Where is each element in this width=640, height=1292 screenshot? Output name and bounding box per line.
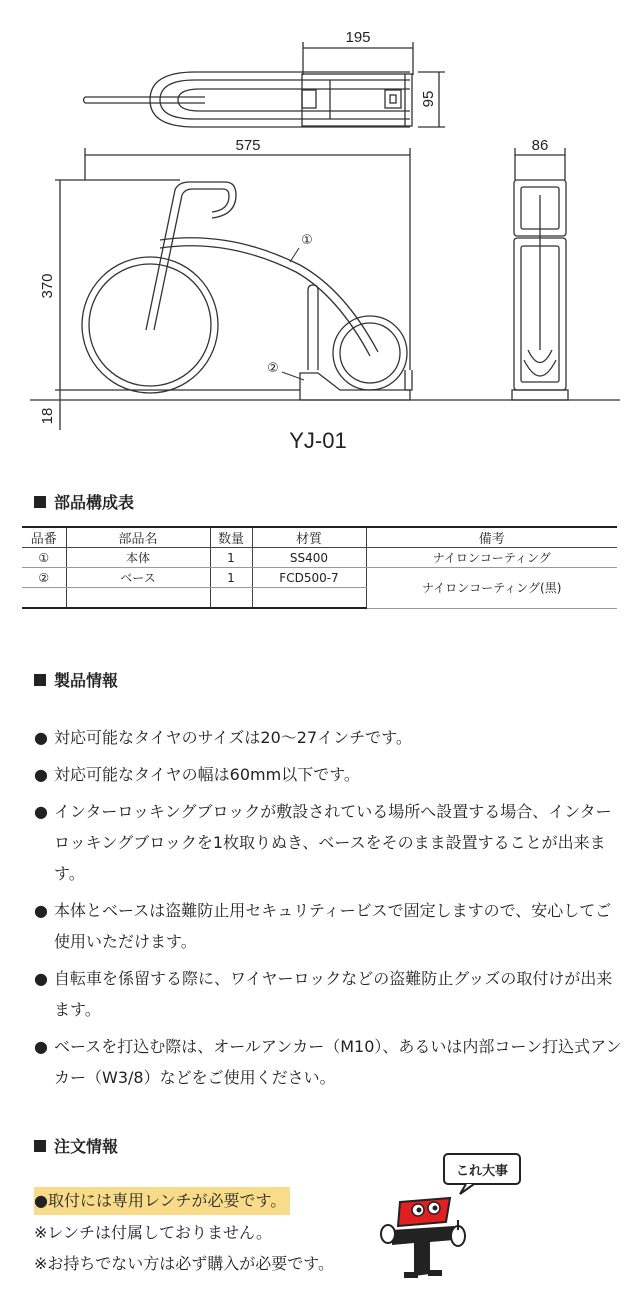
col-header-part-name: 部品名 <box>66 527 210 548</box>
cell-quantity: 1 <box>210 548 252 568</box>
table-header-row <box>22 527 617 548</box>
callout-2: ② <box>267 361 279 376</box>
parts-table <box>22 526 617 609</box>
speech-bubble <box>444 1154 520 1194</box>
wrench-required-notice: ●取付には専用レンチが必要です。 <box>34 1187 290 1215</box>
list-item: ● 本体とベースは盗難防止用セキュリティービスで固定しますので、安心してご使用いただけます。 <box>34 895 624 957</box>
dim-top-width: 195 <box>345 29 371 46</box>
col-header-remarks: 備考 <box>366 527 617 548</box>
cell-part-name: ベース <box>66 568 210 588</box>
dim-base-height: 18 <box>39 407 56 425</box>
bullet-icon: ● <box>34 802 48 821</box>
cell-empty <box>252 588 366 609</box>
col-header-part-no: 品番 <box>22 527 66 548</box>
list-item: ● 対応可能なタイヤの幅は60mm以下です。 <box>34 759 624 790</box>
bullet-icon: ● <box>34 901 48 920</box>
badge-text: これ大事 <box>455 1164 509 1179</box>
dim-side-width: 86 <box>531 137 549 154</box>
order-info-title: 注文情報 <box>34 1134 118 1157</box>
callout-1: ① <box>301 233 313 248</box>
cell-part-name: 本体 <box>66 548 210 568</box>
technical-drawing <box>0 0 640 470</box>
order-note: ※お持ちでない方は必ず購入が必要です。 <box>34 1254 334 1273</box>
cell-part-no: ② <box>22 568 66 588</box>
cell-part-no: ① <box>22 548 66 568</box>
parts-section-title: 部品構成表 <box>34 490 134 513</box>
table-row <box>22 568 617 588</box>
cell-quantity: 1 <box>210 568 252 588</box>
dim-top-height: 95 <box>420 90 437 108</box>
dim-front-width: 575 <box>235 137 261 154</box>
cell-empty <box>210 588 252 609</box>
cell-material: SS400 <box>252 548 366 568</box>
top-view <box>84 42 446 127</box>
bullet-icon: ● <box>34 1037 48 1056</box>
order-note: ※レンチは付属しておりません。 <box>34 1223 272 1242</box>
list-item: ● 対応可能なタイヤのサイズは20〜27インチです。 <box>34 722 624 753</box>
bullet-icon: ● <box>34 969 48 988</box>
square-bullet-icon <box>34 496 46 508</box>
square-bullet-icon <box>34 674 46 686</box>
product-info-list <box>34 722 624 1099</box>
bullet-icon: ● <box>34 765 48 784</box>
side-view <box>512 148 568 400</box>
list-item: ● 自転車を係留する際に、ワイヤーロックなどの盗難防止グッズの取付けが出来ます。 <box>34 963 624 1025</box>
front-view <box>30 148 620 430</box>
cell-remarks: ナイロンコーティング <box>366 548 617 568</box>
col-header-material: 材質 <box>252 527 366 548</box>
cell-material: FCD500-7 <box>252 568 366 588</box>
mascot-illustration <box>374 1150 534 1280</box>
cell-remarks: ナイロンコーティング(黒) <box>366 568 617 609</box>
table-row <box>22 548 617 568</box>
col-header-quantity: 数量 <box>210 527 252 548</box>
square-bullet-icon <box>34 1140 46 1152</box>
cell-empty <box>66 588 210 609</box>
product-info-title: 製品情報 <box>34 668 118 691</box>
list-item: ● インターロッキングブロックが敷設されている場所へ設置する場合、インターロッキングブロックを1枚取りぬき、ベースをそのまま設置することが出来ます。 <box>34 796 624 889</box>
cell-empty <box>22 588 66 609</box>
bullet-icon: ● <box>34 728 48 747</box>
model-name: YJ-01 <box>289 428 347 453</box>
dim-front-height: 370 <box>39 273 56 299</box>
list-item: ● ベースを打込む際は、オールアンカー（M10）、あるいは内部コーン打込式アンカー（W3/8）などをご使用ください。 <box>34 1031 624 1093</box>
